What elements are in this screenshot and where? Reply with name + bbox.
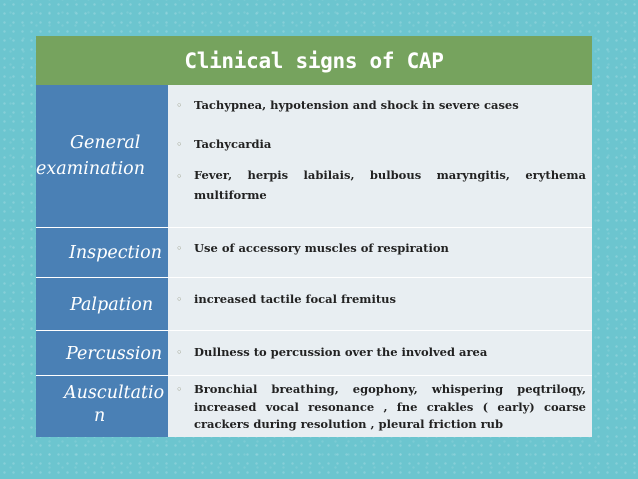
- item-text: Dullness to percussion over the involved area: [194, 345, 488, 359]
- row-label-palpation: Palpation: [36, 278, 168, 331]
- table-row-auscultation: [36, 375, 592, 437]
- signs-table: [36, 85, 592, 436]
- list-item: [176, 381, 586, 434]
- row-content-inspection: [168, 228, 592, 278]
- row-label-percussion: Percussion: [36, 331, 168, 376]
- bullet-icon: ◦: [176, 99, 183, 112]
- list-item: [176, 240, 586, 257]
- table-row-inspection: [36, 227, 592, 278]
- row-label-inspection: Inspection: [36, 228, 168, 278]
- row-label-line: n: [94, 406, 106, 426]
- table-row-general-examination: [36, 85, 592, 227]
- item-text: increased tactile focal fremitus: [194, 292, 396, 306]
- row-content-percussion: [168, 331, 592, 376]
- item-text: Tachycardia: [194, 137, 272, 151]
- list-item: [176, 165, 586, 205]
- table-row-percussion: [36, 330, 592, 376]
- bullet-icon: ◦: [176, 293, 183, 306]
- bullet-icon: ◦: [176, 346, 183, 359]
- item-text: Tachypnea, hypotension and shock in severe cases: [194, 98, 519, 112]
- table-row-palpation: [36, 277, 592, 331]
- row-label-line: General: [70, 133, 141, 153]
- item-text: Use of accessory muscles of respiration: [194, 241, 449, 255]
- slide: [36, 36, 592, 436]
- row-content-auscultation: [168, 376, 592, 437]
- bullet-icon: ◦: [176, 242, 183, 255]
- row-content-palpation: [168, 278, 592, 331]
- list-item: [176, 136, 586, 153]
- row-label-line: examination: [36, 159, 145, 179]
- row-content-general-examination: [168, 85, 592, 227]
- bullet-icon: ◦: [176, 138, 183, 151]
- title-bar: [36, 36, 592, 85]
- row-label-general-examination: [36, 85, 168, 227]
- list-item: [176, 291, 586, 308]
- row-label-auscultation: [36, 376, 168, 437]
- slide-title: Clinical signs of CAP: [184, 48, 444, 73]
- row-label-line: Auscultatio: [64, 383, 165, 403]
- item-text: Fever, herpis labilais, bulbous maryngitis, erythema multiforme: [194, 168, 586, 202]
- bullet-icon: ◦: [176, 170, 183, 183]
- item-text: Bronchial breathing, egophony, whispering peqtriloqy, increased vocal resonance , fne crakles ( early) coarse crackers during resolution , pleural friction rub: [194, 382, 586, 431]
- bullet-icon: ◦: [176, 383, 183, 396]
- list-item: [176, 97, 586, 114]
- list-item: [176, 344, 586, 361]
